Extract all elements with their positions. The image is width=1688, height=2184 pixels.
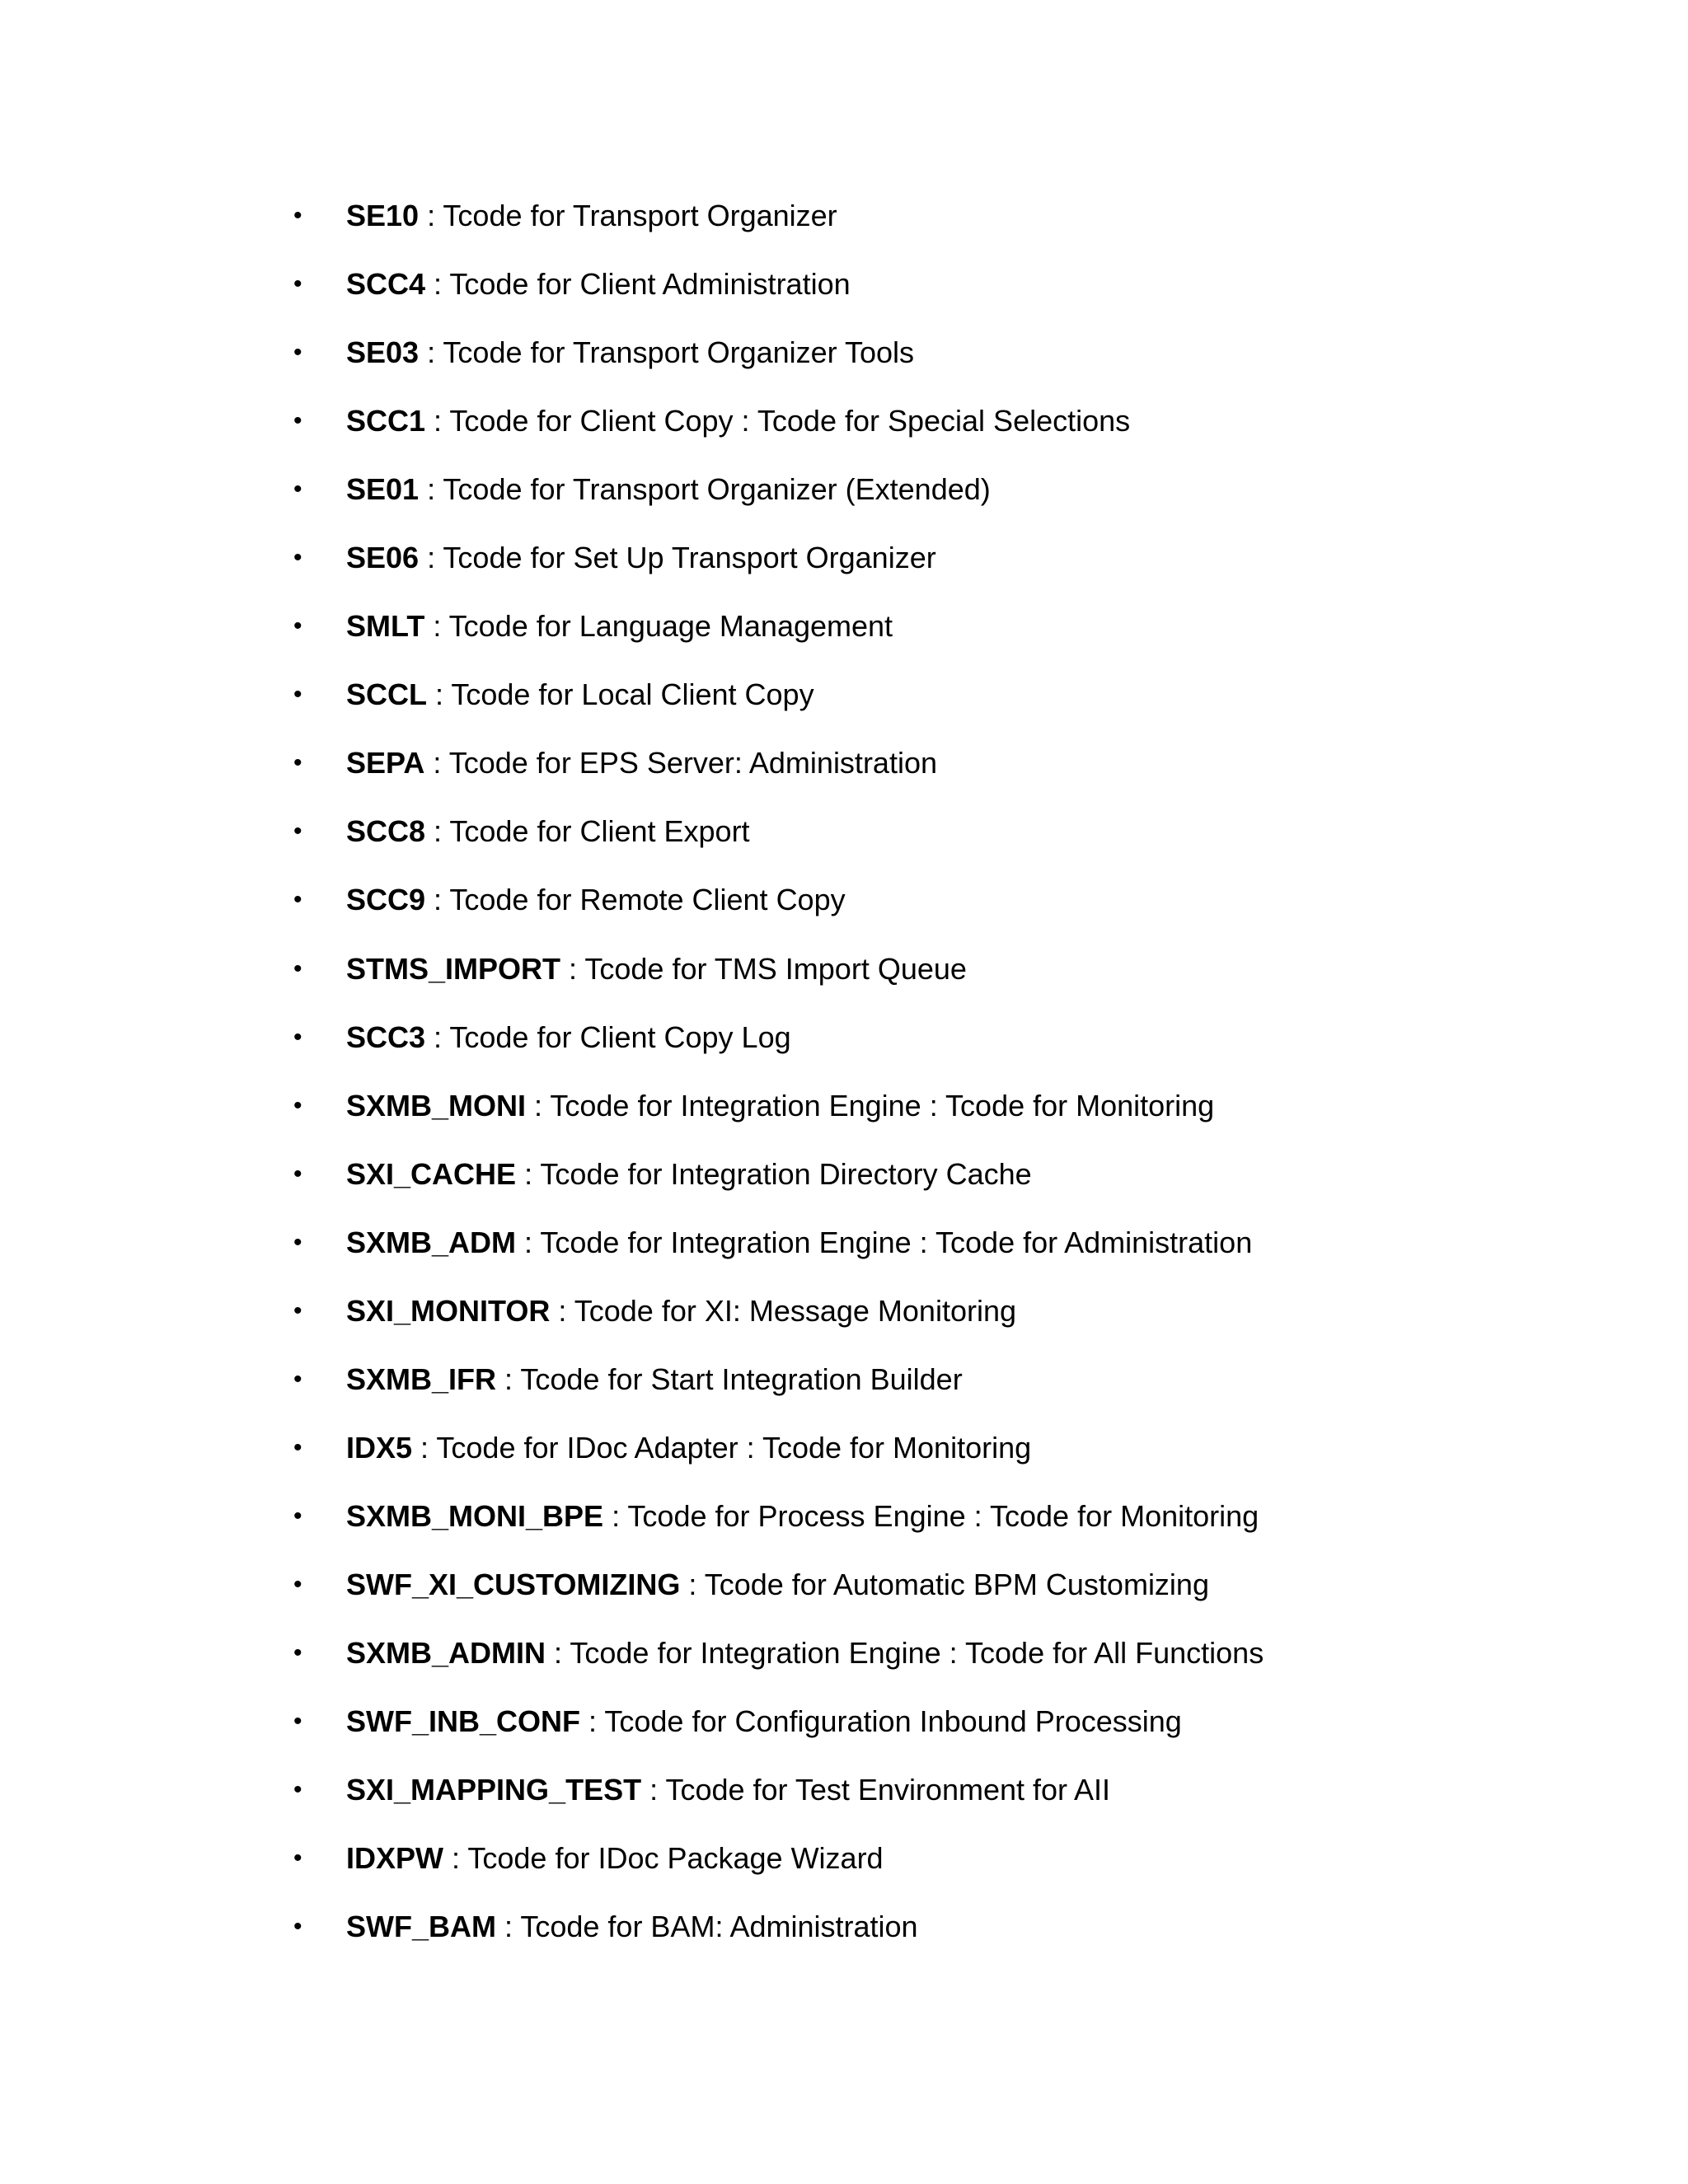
list-item (0, 945, 1688, 1014)
bullet-icon: • (293, 749, 302, 777)
list-item (0, 397, 1688, 466)
list-item (0, 260, 1688, 329)
list-item-text (346, 1766, 1110, 1814)
list-item-text (346, 329, 914, 377)
tcode-description: : Tcode for Client Administration (425, 267, 851, 302)
list-item (0, 1356, 1688, 1424)
bullet-icon: • (293, 1844, 302, 1872)
bullet-icon: • (293, 1913, 302, 1941)
tcode-description: : Tcode for Transport Organizer Tools (419, 335, 915, 370)
tcode-description: : Tcode for Local Client Copy (427, 677, 814, 712)
bullet-icon: • (293, 544, 302, 572)
list-item (0, 1493, 1688, 1561)
list-item-text (346, 1903, 918, 1951)
tcode: SXMB_ADMIN (346, 1635, 546, 1670)
list-item (0, 1424, 1688, 1493)
tcode: IDXPW (346, 1841, 444, 1876)
bullet-icon: • (293, 1708, 302, 1736)
bullet-icon: • (293, 1433, 302, 1461)
bullet-icon: • (293, 954, 302, 982)
list-item (0, 1698, 1688, 1766)
bullet-icon: • (293, 681, 302, 709)
tcode: SXI_MONITOR (346, 1293, 551, 1328)
tcode-description: : Tcode for BAM: Administration (496, 1910, 918, 1944)
list-item-text (346, 1287, 1016, 1335)
tcode: SCC3 (346, 1019, 426, 1054)
tcode: SCC9 (346, 883, 426, 917)
tcode-description: : Tcode for Transport Organizer (419, 199, 837, 232)
list-item (0, 876, 1688, 944)
list-item-text (346, 671, 814, 719)
list-item (0, 192, 1688, 260)
tcode-description: : Tcode for Remote Client Copy (425, 883, 846, 917)
list-item (0, 1287, 1688, 1356)
tcode: SE10 (346, 199, 420, 232)
list-item-text (346, 945, 967, 993)
tcode: SE01 (346, 472, 420, 507)
list-item-text (346, 1082, 1214, 1130)
tcode: SCC1 (346, 404, 426, 438)
bullet-icon: • (293, 1091, 302, 1119)
list-item (0, 602, 1688, 671)
tcode-description: : Tcode for TMS Import Queue (560, 951, 967, 986)
list-item (0, 1151, 1688, 1219)
list-item-text (346, 1151, 1032, 1198)
tcode-description: : Tcode for Client Copy : Tcode for Special Selections (425, 404, 1131, 438)
tcode-description: : Tcode for Automatic BPM Customizing (680, 1567, 1209, 1601)
tcode-list (0, 192, 1688, 1971)
tcode-description: : Tcode for Integration Engine : Tcode for Administration (516, 1225, 1253, 1259)
tcode: SWF_INB_CONF (346, 1704, 581, 1739)
list-item-text (346, 876, 846, 924)
tcode: SXI_MAPPING_TEST (346, 1773, 642, 1807)
tcode-description: : Tcode for Language Management (424, 609, 893, 644)
tcode: SWF_BAM (346, 1910, 496, 1944)
tcode-description: : Tcode for XI: Message Monitoring (550, 1293, 1017, 1328)
bullet-icon: • (293, 202, 302, 229)
tcode-description: : Tcode for Start Integration Builder (496, 1361, 963, 1396)
list-item (0, 1082, 1688, 1151)
tcode: SXMB_ADM (346, 1225, 517, 1259)
list-item-text (346, 1014, 791, 1062)
list-item-text (346, 1835, 884, 1882)
list-item (0, 466, 1688, 534)
tcode-description: : Tcode for Process Engine : Tcode for Monitoring (603, 1498, 1259, 1533)
bullet-icon: • (293, 886, 302, 914)
tcode-description: : Tcode for Integration Engine : Tcode for Monitoring (526, 1088, 1215, 1122)
bullet-icon: • (293, 1023, 302, 1051)
list-item (0, 1835, 1688, 1903)
bullet-icon: • (293, 270, 302, 298)
list-item-text (346, 1493, 1259, 1540)
list-item-text (346, 1629, 1264, 1677)
tcode: SXMB_MONI_BPE (346, 1498, 604, 1533)
bullet-icon: • (293, 1776, 302, 1804)
list-item-text (346, 466, 991, 513)
tcode: SXMB_MONI (346, 1088, 527, 1122)
list-item-text (346, 1219, 1252, 1267)
tcode-description: : Tcode for Integration Directory Cache (516, 1156, 1032, 1191)
list-item (0, 534, 1688, 602)
list-item-text (346, 397, 1130, 445)
list-item (0, 1561, 1688, 1629)
list-item-text (346, 808, 750, 855)
tcode-description: : Tcode for EPS Server: Administration (424, 746, 937, 780)
list-item (0, 808, 1688, 876)
tcode-description: : Tcode for IDoc Package Wizard (443, 1841, 884, 1876)
tcode-description: : Tcode for Client Export (425, 814, 750, 849)
bullet-icon: • (293, 1502, 302, 1530)
list-item-text (346, 192, 837, 240)
list-item (0, 671, 1688, 739)
tcode: SEPA (346, 746, 425, 780)
bullet-icon: • (293, 612, 302, 640)
list-item (0, 1219, 1688, 1287)
tcode-description: : Tcode for Configuration Inbound Processing (580, 1704, 1182, 1739)
list-item-text (346, 602, 893, 650)
tcode: SCCL (346, 677, 427, 712)
list-item (0, 329, 1688, 397)
bullet-icon: • (293, 407, 302, 435)
tcode: SCC4 (346, 267, 426, 302)
bullet-icon: • (293, 1570, 302, 1598)
tcode: SWF_XI_CUSTOMIZING (346, 1567, 681, 1601)
list-item (0, 1903, 1688, 1971)
list-item (0, 1014, 1688, 1082)
list-item-text (346, 1698, 1182, 1746)
tcode: SCC8 (346, 814, 426, 849)
tcode: SMLT (346, 609, 425, 644)
tcode: SE03 (346, 335, 420, 370)
tcode-description: : Tcode for Set Up Transport Organizer (419, 541, 936, 575)
tcode: SXMB_IFR (346, 1361, 497, 1396)
bullet-icon: • (293, 1296, 302, 1324)
tcode: SE06 (346, 541, 420, 575)
tcode: SXI_CACHE (346, 1156, 517, 1191)
bullet-icon: • (293, 1638, 302, 1666)
bullet-icon: • (293, 818, 302, 846)
list-item (0, 1766, 1688, 1835)
list-item (0, 1629, 1688, 1698)
tcode-description: : Tcode for Client Copy Log (425, 1019, 791, 1054)
tcode-description: : Tcode for IDoc Adapter : Tcode for Monitoring (412, 1430, 1032, 1465)
bullet-icon: • (293, 476, 302, 504)
tcode-description: : Tcode for Transport Organizer (Extended) (419, 472, 991, 507)
tcode-description: : Tcode for Test Environment for AII (641, 1773, 1111, 1807)
tcode: STMS_IMPORT (346, 951, 561, 986)
list-item (0, 739, 1688, 808)
bullet-icon: • (293, 1228, 302, 1256)
list-item-text (346, 739, 937, 787)
tcode: IDX5 (346, 1430, 413, 1465)
list-item-text (346, 260, 851, 308)
list-item-text (346, 1356, 963, 1404)
bullet-icon: • (293, 339, 302, 367)
bullet-icon: • (293, 1365, 302, 1393)
bullet-icon: • (293, 1160, 302, 1188)
list-item-text (346, 1424, 1031, 1472)
list-item-text (346, 534, 936, 582)
tcode-description: : Tcode for Integration Engine : Tcode for All Functions (546, 1635, 1264, 1670)
list-item-text (346, 1561, 1209, 1609)
